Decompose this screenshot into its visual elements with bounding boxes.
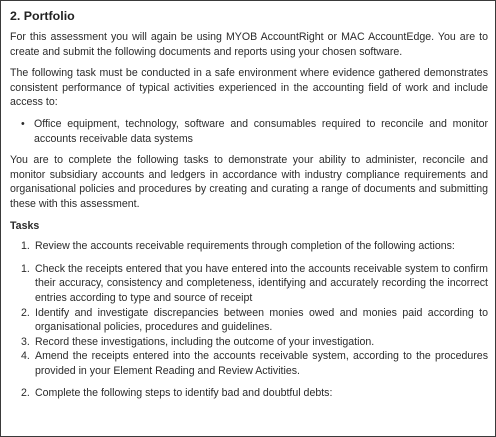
subtask-list: [10, 262, 488, 379]
task-item-1: [21, 239, 488, 254]
subtask-text: Record these investigations, including the outcome of your investigation.: [35, 335, 375, 348]
task-text: Review the accounts receivable requirements through completion of the following actions:: [35, 240, 455, 253]
subtask-number: 4.: [21, 350, 30, 363]
environment-paragraph: The following task must be conducted in a safe environment where evidence gathered demonstrates consistent performance of typical activities experienced in the accounting field of work and include access to:: [10, 67, 488, 109]
subtask-number: 1.: [21, 262, 30, 275]
subtask-text: Check the receipts entered that you have entered into the accounts receivable system to confirm their accuracy, consistency and completeness, identifying and accurately recording the incorrect entries according to type and source of receipt: [35, 262, 488, 304]
subtask-text: Amend the receipts entered into the accounts receivable system, according to the procedures provided in your Element Reading and Review Activities.: [35, 350, 488, 377]
subtask-number: 3.: [21, 335, 30, 348]
subtask-text: Identify and investigate discrepancies between monies owed and monies paid according to organisational policies, procedures and guidelines.: [35, 306, 488, 334]
subtask-item: [21, 349, 488, 378]
subtask-number: 2.: [21, 306, 30, 319]
task-list-2: [10, 386, 488, 401]
requirements-list: [10, 117, 488, 146]
subtask-item: [21, 306, 488, 335]
task-text: Complete the following steps to identify bad and doubtful debts:: [35, 387, 333, 400]
tasks-paragraph: You are to complete the following tasks to demonstrate your ability to administer, reconcile and monitor subsidiary accounts and ledgers in accordance with industry compliance requirements and organisational policies and procedures by creating and curating a range of documents and submitting these with this assessment.: [10, 154, 488, 210]
tasks-label: Tasks: [10, 219, 40, 232]
document-content: [10, 9, 488, 401]
subtask-item: [21, 335, 488, 350]
task-number: 1.: [21, 240, 30, 253]
list-item: • Office equipment, technology, software and consumables required to reconcile and monitor accounts receivable data systems: [34, 117, 488, 146]
section-heading: 2. Portfolio: [10, 9, 75, 23]
subtask-item: [21, 262, 488, 306]
intro-paragraph: For this assessment you will again be using MYOB AccountRight or MAC AccountEdge. You are to create and submit the following documents and reports using your chosen software.: [10, 31, 488, 58]
task-item-2: [21, 386, 488, 401]
task-list-1: [10, 239, 488, 254]
task-number: 2.: [21, 387, 30, 400]
